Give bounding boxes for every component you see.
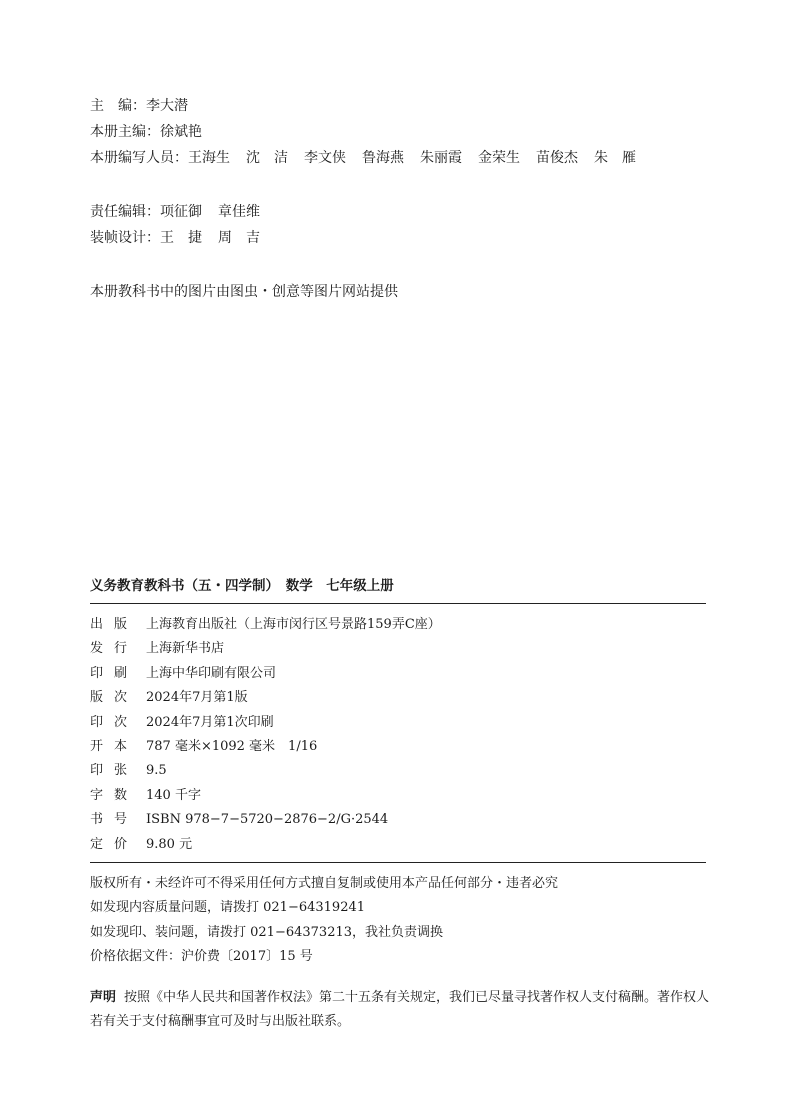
cip-list (90, 613, 441, 857)
chief-editor-name: 李大潜 (146, 98, 188, 114)
chief-editor-label-b: 编： (118, 98, 146, 114)
design-label: 装帧设计： (90, 230, 160, 246)
writer-name: 鲁海燕 (362, 150, 404, 166)
designer-name: 周 吉 (218, 230, 260, 246)
cip-row (90, 784, 441, 808)
top-rule (90, 603, 706, 604)
volume-editor-name: 徐斌艳 (160, 124, 202, 140)
cip-key: 书 号 (90, 812, 128, 828)
cip-key: 发 行 (90, 641, 128, 657)
chief-editor-label-a: 主 (90, 98, 104, 114)
cip-row (90, 735, 441, 759)
writer-name: 苗俊杰 (536, 150, 578, 166)
cip-row (90, 759, 441, 783)
cip-row (90, 662, 441, 686)
writer-name: 朱 雁 (594, 150, 636, 166)
chief-editor-line (90, 96, 188, 116)
cip-key: 印 张 (90, 763, 128, 779)
quality-hotline: 如发现内容质量问题，请拨打 021−64319241 (90, 900, 366, 916)
cip-value: 9.80 元 (146, 836, 193, 852)
cip-value: 140 千字 (146, 787, 201, 803)
bottom-rule (90, 862, 706, 863)
responsible-editor-name: 章佳维 (218, 204, 260, 220)
cip-row (90, 686, 441, 710)
cip-row (90, 637, 441, 661)
cip-value: 2024年7月第1版 (146, 690, 248, 706)
statement (90, 986, 716, 1034)
cip-key: 出 版 (90, 617, 128, 632)
design-line (90, 228, 260, 248)
cip-row (90, 613, 441, 637)
writer-name: 金荣生 (478, 150, 520, 166)
cip-value: 9.5 (146, 763, 167, 779)
cip-value: 787 毫米×1092 毫米 1/16 (146, 738, 318, 754)
volume-editor-label: 本册主编： (90, 124, 160, 140)
designer-name: 王 捷 (160, 230, 202, 246)
cip-key: 版 次 (90, 690, 128, 706)
cip-key: 印 刷 (90, 665, 128, 681)
cip-value: 2024年7月第1次印刷 (146, 714, 274, 730)
print-hotline: 如发现印、装问题，请拨打 021−64373213，我社负责调换 (90, 924, 444, 940)
statement-text: 按照《中华人民共和国著作权法》第二十五条有关规定，我们已尽量寻找著作权人支付稿酬。著作权人若有关于支付稿酬事宜可及时与出版社联系。 (90, 990, 710, 1029)
copyright-notice: 版权所有・未经许可不得采用任何方式擅自复制或使用本产品任何部分・违者必究 (90, 876, 559, 891)
series-title: 义务教育教科书（五・四学制） 数学 七年级上册 (90, 578, 394, 594)
writer-name: 沈 洁 (246, 150, 288, 166)
statement-label: 声明 (90, 990, 117, 1005)
cip-row (90, 833, 441, 857)
writer-name: 李文侠 (304, 150, 346, 166)
price-basis: 价格依据文件：沪价费〔2017〕15 号 (90, 949, 313, 965)
image-credit: 本册教科书中的图片由图虫・创意等图片网站提供 (90, 284, 398, 300)
responsible-editor-name: 项征御 (160, 204, 202, 220)
writers-label: 本册编写人员： (90, 150, 188, 166)
writers-line (90, 148, 636, 168)
responsible-editors-line (90, 202, 260, 222)
writer-name: 王海生 (188, 150, 230, 166)
cip-value: 上海中华印刷有限公司 (146, 665, 277, 681)
cip-value: 上海教育出版社（上海市闵行区号景路159弄C座） (146, 617, 441, 632)
cip-row (90, 711, 441, 735)
cip-key: 定 价 (90, 836, 128, 852)
responsible-editors-label: 责任编辑： (90, 204, 160, 220)
cip-value: 上海新华书店 (146, 641, 225, 657)
cip-key: 印 次 (90, 714, 128, 730)
volume-editor-line (90, 122, 202, 142)
cip-value: ISBN 978−7−5720−2876−2/G·2544 (146, 812, 389, 828)
writer-name: 朱丽霞 (420, 150, 462, 166)
legal-block (90, 872, 558, 970)
cip-key: 字 数 (90, 787, 128, 803)
cip-row (90, 808, 441, 832)
cip-key: 开 本 (90, 738, 128, 754)
